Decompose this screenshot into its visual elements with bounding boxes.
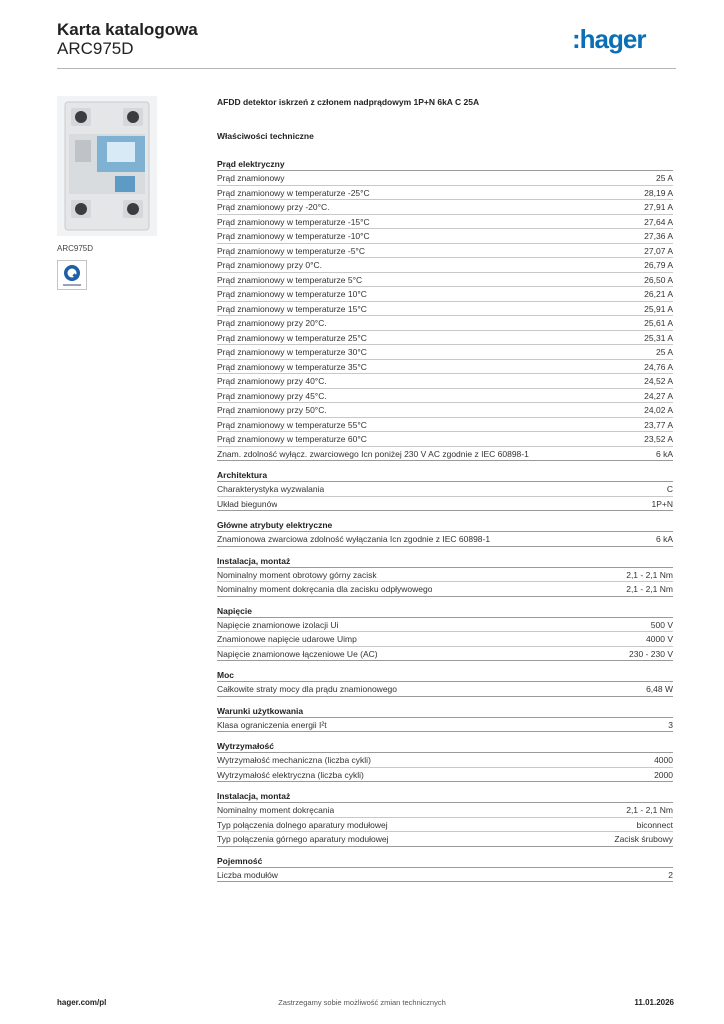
spec-section	[217, 158, 673, 461]
spec-row	[217, 171, 673, 186]
spec-label: Prąd znamionowy w temperaturze 55°C	[217, 419, 367, 430]
spec-value: 4000 V	[646, 634, 673, 644]
section-title: Napięcie	[217, 605, 673, 618]
spec-label: Liczba modułów	[217, 869, 278, 880]
spec-value: 1P+N	[651, 498, 673, 509]
spec-value: 25 A	[655, 173, 673, 183]
spec-section	[217, 605, 673, 662]
section-title: Główne atrybuty elektryczne	[217, 519, 673, 532]
section-title: Warunki użytkowania	[217, 705, 673, 718]
spec-row	[217, 287, 673, 302]
spec-value: 24,02 A	[644, 405, 673, 415]
spec-label: Prąd znamionowy przy 0°C.	[217, 260, 322, 270]
spec-value: 6,48 W	[646, 684, 673, 694]
spec-label: Prąd znamionowy w temperaturze 25°C	[217, 332, 367, 343]
spec-section	[217, 555, 673, 597]
hager-logo	[572, 25, 676, 55]
spec-label: Typ połączenia dolnego aparatury modułowej	[217, 819, 388, 830]
spec-label: Prąd znamionowy w temperaturze 5°C	[217, 274, 363, 285]
footer-website[interactable]: hager.com/pl	[57, 998, 107, 1007]
spec-value: 2000	[654, 769, 673, 780]
spec-row	[217, 497, 673, 512]
spec-section	[217, 740, 673, 782]
spec-row	[217, 345, 673, 360]
spec-label: Znamionowa zwarciowa zdolność wyłączania Icn zgodnie z IEC 60898-1	[217, 534, 491, 544]
section-title: Instalacja, montaż	[217, 555, 673, 568]
spec-row	[217, 632, 673, 647]
logo-text: :hager	[572, 25, 646, 54]
spec-row	[217, 868, 673, 883]
spec-value: 6 kA	[655, 534, 673, 544]
spec-label: Prąd znamionowy w temperaturze -5°C	[217, 245, 365, 256]
section-title: Wytrzymałość	[217, 740, 673, 753]
spec-row	[217, 432, 673, 447]
spec-label: Napięcie znamionowe izolacji Ui	[217, 619, 339, 630]
spec-value: Zacisk śrubowy	[614, 834, 673, 844]
spec-row	[217, 403, 673, 418]
spec-row	[217, 244, 673, 259]
spec-label: Prąd znamionowy przy -20°C.	[217, 202, 330, 212]
spec-label: Wytrzymałość elektryczna (liczba cykli)	[217, 769, 364, 780]
spec-label: Klasa ograniczenia energii I²t	[217, 719, 327, 730]
spec-value: 27,36 A	[644, 231, 673, 241]
spec-row	[217, 647, 673, 662]
spec-row	[217, 374, 673, 389]
spec-row	[217, 618, 673, 633]
header-divider	[57, 68, 676, 69]
section-title: Instalacja, montaż	[217, 790, 673, 803]
spec-row	[217, 215, 673, 230]
spec-value: 25 A	[655, 347, 673, 357]
spec-label: Prąd znamionowy w temperaturze -15°C	[217, 216, 370, 227]
spec-row	[217, 818, 673, 833]
product-image	[57, 96, 157, 236]
spec-row	[217, 316, 673, 331]
spec-row	[217, 568, 673, 583]
spec-label: Nominalny moment obrotowy górny zacisk	[217, 569, 377, 580]
spec-value: 500 V	[650, 619, 673, 630]
spec-value: 25,31 A	[644, 332, 673, 343]
spec-row	[217, 803, 673, 818]
spec-value: 2,1 - 2,1 Nm	[626, 805, 673, 815]
spec-label: Prąd znamionowy przy 40°C.	[217, 376, 327, 386]
spec-row	[217, 768, 673, 783]
spec-row	[217, 360, 673, 375]
spec-row	[217, 389, 673, 404]
spec-row	[217, 447, 673, 462]
spec-value: 26,21 A	[644, 289, 673, 299]
spec-section	[217, 669, 673, 697]
section-title: Moc	[217, 669, 673, 682]
spec-label: Całkowite straty mocy dla prądu znamionowego	[217, 684, 398, 694]
product-title: AFDD detektor iskrzeń z członem nadprądowym 1P+N 6kA C 25A	[217, 97, 480, 107]
spec-value: 25,91 A	[644, 303, 673, 314]
spec-value: 26,79 A	[644, 260, 673, 270]
spec-label: Prąd znamionowy w temperaturze 10°C	[217, 289, 367, 299]
quality-badge-icon	[57, 260, 87, 290]
spec-section	[217, 705, 673, 733]
spec-section	[217, 519, 673, 547]
spec-section	[217, 855, 673, 883]
spec-sections	[217, 158, 673, 882]
section-title: Prąd elektryczny	[217, 158, 673, 171]
spec-value: 24,52 A	[644, 376, 673, 386]
spec-row	[217, 832, 673, 847]
footer-disclaimer: Zastrzegamy sobie możliwość zmian technicznych	[278, 998, 446, 1007]
spec-label: Znamionowe napięcie udarowe Uimp	[217, 634, 357, 644]
spec-section	[217, 469, 673, 511]
spec-label: Wytrzymałość mechaniczna (liczba cykli)	[217, 755, 371, 765]
spec-value: 23,77 A	[644, 419, 673, 430]
spec-row	[217, 273, 673, 288]
spec-label: Prąd znamionowy w temperaturze 60°C	[217, 434, 367, 444]
spec-value: 24,76 A	[644, 361, 673, 372]
spec-label: Charakterystyka wyzwalania	[217, 484, 325, 494]
spec-value: 28,19 A	[644, 187, 673, 198]
spec-label: Prąd znamionowy w temperaturze 15°C	[217, 303, 367, 314]
spec-value: 25,61 A	[644, 318, 673, 328]
spec-row	[217, 258, 673, 273]
spec-value: 27,07 A	[644, 245, 673, 256]
spec-value: 24,27 A	[644, 390, 673, 401]
spec-content	[217, 96, 673, 882]
spec-row	[217, 331, 673, 346]
spec-row	[217, 229, 673, 244]
section-title: Pojemność	[217, 855, 673, 868]
product-image-label: ARC975D	[57, 244, 94, 253]
spec-section	[217, 790, 673, 847]
spec-row	[217, 753, 673, 768]
spec-row	[217, 718, 673, 733]
spec-label: Nominalny moment dokręcania dla zacisku odpływowego	[217, 584, 433, 594]
spec-label: Nominalny moment dokręcania	[217, 805, 335, 815]
spec-row	[217, 200, 673, 215]
spec-value: 4000	[654, 755, 673, 765]
spec-label: Znam. zdolność wyłącz. zwarciowego Icn poniżej 230 V AC zgodnie z IEC 60898-1	[217, 448, 529, 459]
spec-row	[217, 418, 673, 433]
spec-row	[217, 186, 673, 201]
spec-row	[217, 302, 673, 317]
spec-value: 2,1 - 2,1 Nm	[626, 584, 673, 594]
spec-value: biconnect	[636, 819, 673, 830]
spec-label: Napięcie znamionowe łączeniowe Ue (AC)	[217, 648, 378, 659]
spec-label: Prąd znamionowy w temperaturze -25°C	[217, 187, 370, 198]
spec-label: Prąd znamionowy przy 20°C.	[217, 318, 327, 328]
spec-value: 2,1 - 2,1 Nm	[626, 569, 673, 580]
spec-value: 6 kA	[655, 448, 673, 459]
spec-label: Prąd znamionowy w temperaturze 35°C	[217, 361, 367, 372]
spec-heading: Właściwości techniczne	[217, 131, 314, 141]
spec-row	[217, 582, 673, 597]
product-code: ARC975D	[57, 39, 134, 58]
page-title: Karta katalogowa	[57, 20, 198, 39]
spec-value: C	[666, 484, 673, 494]
spec-value: 2	[668, 869, 673, 880]
spec-value: 230 - 230 V	[629, 648, 673, 659]
footer-date: 11.01.2026	[634, 998, 674, 1007]
spec-label: Prąd znamionowy	[217, 173, 285, 183]
spec-value: 3	[668, 719, 673, 730]
spec-label: Prąd znamionowy przy 45°C.	[217, 390, 327, 401]
section-title: Architektura	[217, 469, 673, 482]
spec-value: 27,64 A	[644, 216, 673, 227]
spec-row	[217, 482, 673, 497]
spec-row	[217, 682, 673, 697]
spec-label: Prąd znamionowy w temperaturze 30°C	[217, 347, 367, 357]
spec-value: 27,91 A	[644, 202, 673, 212]
spec-value: 26,50 A	[644, 274, 673, 285]
spec-value: 23,52 A	[644, 434, 673, 444]
spec-label: Prąd znamionowy przy 50°C.	[217, 405, 327, 415]
spec-label: Prąd znamionowy w temperaturze -10°C	[217, 231, 370, 241]
spec-row	[217, 532, 673, 547]
spec-label: Układ biegunów	[217, 498, 278, 509]
spec-label: Typ połączenia górnego aparatury modułowej	[217, 834, 389, 844]
